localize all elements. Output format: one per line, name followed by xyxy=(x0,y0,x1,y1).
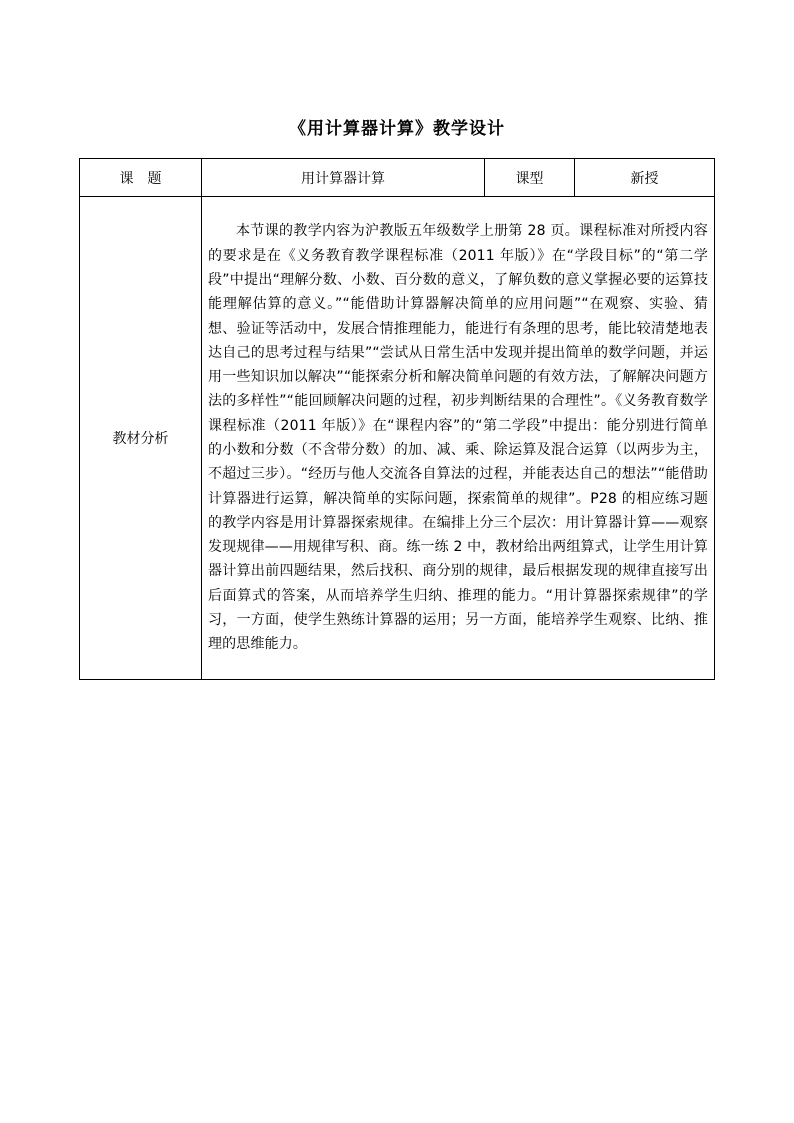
topic-row xyxy=(80,159,715,197)
topic-label: 课 题 xyxy=(119,170,162,187)
analysis-label: 教材分析 xyxy=(112,431,169,447)
lesson-design-table xyxy=(79,158,715,680)
document-title: 《用计算器计算》教学设计 xyxy=(289,119,505,139)
analysis-text: 本节课的教学内容为沪教版五年级数学上册第 28 页。课程标准对所授内容的要求是在《义务教育教学课程标准（2011 年版）》在“学段目标”的“第二学段”中提出“理解分数、小数、百分数的意义，了解负数的意义掌握必要的运算技能理解估算的意义。”“能借助计算器解决简单的应用问题”“在观察、实验、猜想、验证等活动中，发展合情推理能力，能进行有条理的思考，能比较清楚地表达自己的思考过程与结果”“尝试从日常生活中发现并提出简单的数学问题，并运用一些知识加以解决”“能探索分析和解决简单问题的有效方法，了解解决问题方法的多样性”“能回顾解决问题的过程，初步判断结果的合理性”。《义务教育数学课程标准（2011 年版）》在“课程内容”的“第二学段”中提出：能分别进行简单的小数和分数（不含带分数）的加、减、乘、除运算及混合运算（以两步为主，不超过三步）。“经历与他人交流各自算法的过程，并能表达自己的想法”“能借助计算器进行运算，解决简单的实际问题，探索简单的规律”。P28 的相应练习题的教学内容是用计算器探索规律。在编排上分三个层次：用计算器计算——观察发现规律——用规律写积、商。练一练 2 中，教材给出两组算式，让学生用计算器计算出前四题结果，然后找积、商分别的规律，最后根据发现的规律直接写出后面算式的答案，从而培养学生归纳、推理的能力。“用计算器探索规律”的学习，一方面，使学生熟练计算器的运用；另一方面，能培养学生观察、比纳、推理的思维能力。 xyxy=(208,223,708,653)
topic-value-cell xyxy=(202,159,485,197)
type-label-cell xyxy=(485,159,575,197)
type-label: 课型 xyxy=(515,170,544,187)
type-value-cell xyxy=(575,159,715,197)
analysis-row xyxy=(80,197,715,680)
type-value: 新授 xyxy=(630,170,659,187)
analysis-content-cell xyxy=(202,197,715,680)
analysis-label-cell xyxy=(80,197,202,680)
topic-label-cell xyxy=(80,159,202,197)
topic-value: 用计算器计算 xyxy=(301,170,385,187)
